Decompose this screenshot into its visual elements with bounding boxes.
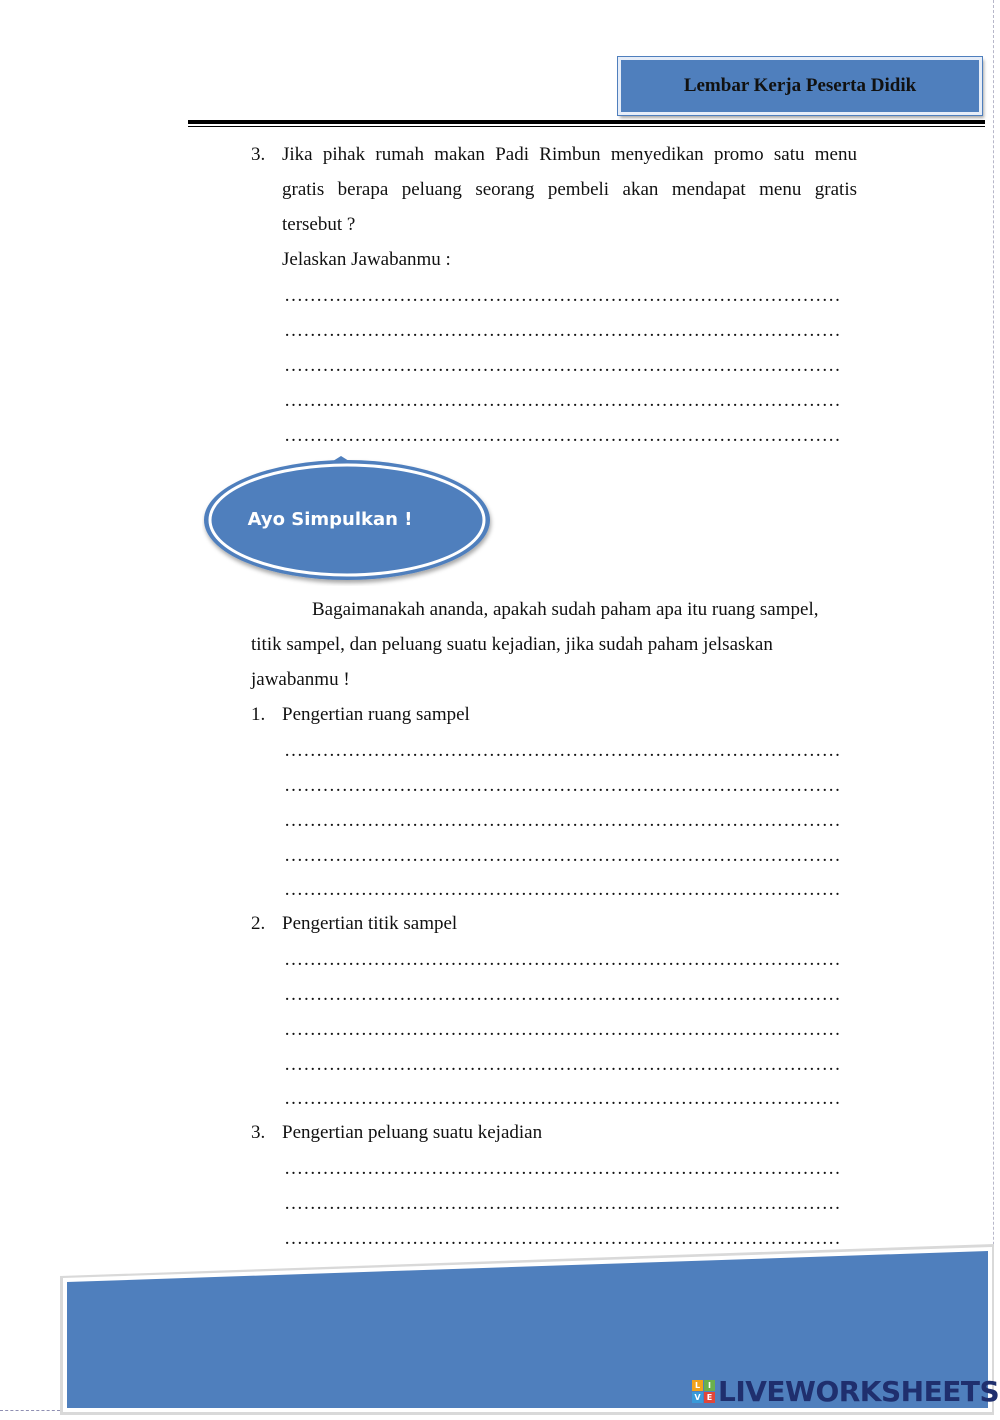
conclude-paragraph-line-3: jawabanmu !	[251, 669, 350, 690]
answer-line[interactable]: ……………………………………………………………………………	[284, 285, 841, 306]
conclude-label: Ayo Simpulkan !	[247, 508, 413, 530]
question-3-prompt: Jelaskan Jawabanmu :	[282, 249, 451, 270]
header-rule-thick	[188, 120, 985, 124]
item-3-number: 3.	[251, 1122, 266, 1143]
item-1-label: Pengertian ruang sampel	[282, 704, 470, 725]
question-3-number: 3.	[251, 144, 266, 165]
answer-line[interactable]: ……………………………………………………………………………	[284, 879, 841, 900]
question-3-line-3: tersebut ?	[282, 214, 356, 235]
item-1-number: 1.	[251, 704, 266, 725]
question-3-line-1: Jika pihak rumah makan Padi Rimbun menyedikan promo satu menu	[282, 144, 857, 165]
worksheet-header-badge	[618, 57, 982, 115]
answer-line[interactable]: ……………………………………………………………………………	[284, 390, 841, 411]
question-3-line-2: gratis berapa peluang seorang pembeli akan mendapat menu gratis	[282, 179, 857, 200]
answer-line[interactable]: ……………………………………………………………………………	[284, 949, 841, 970]
header-rule-thin	[188, 126, 985, 127]
answer-line[interactable]: ……………………………………………………………………………	[284, 845, 841, 866]
conclude-paragraph-line-2: titik sampel, dan peluang suatu kejadian, jika sudah paham jelsaskan	[251, 634, 773, 655]
conclude-paragraph-line-1: Bagaimanakah ananda, apakah sudah paham apa itu ruang sampel,	[312, 599, 819, 620]
answer-line[interactable]: ……………………………………………………………………………	[284, 810, 841, 831]
answer-line[interactable]: ……………………………………………………………………………	[284, 355, 841, 376]
answer-line[interactable]: ……………………………………………………………………………	[284, 1193, 841, 1214]
answer-line[interactable]: ……………………………………………………………………………	[284, 984, 841, 1005]
conclude-ellipse-badge	[202, 456, 496, 586]
logo-wordmark: LIVEWORKSHEETS	[718, 1374, 1000, 1408]
answer-line[interactable]: ……………………………………………………………………………	[284, 1054, 841, 1075]
answer-line[interactable]: ……………………………………………………………………………	[284, 1019, 841, 1040]
answer-line[interactable]: ……………………………………………………………………………	[284, 1228, 841, 1249]
answer-line[interactable]: ……………………………………………………………………………	[284, 425, 841, 446]
answer-line[interactable]: ……………………………………………………………………………	[284, 775, 841, 796]
answer-line[interactable]: ……………………………………………………………………………	[284, 740, 841, 761]
answer-line[interactable]: ……………………………………………………………………………	[284, 320, 841, 341]
item-2-label: Pengertian titik sampel	[282, 913, 458, 934]
liveworksheets-logo	[692, 1374, 999, 1408]
answer-line[interactable]: ……………………………………………………………………………	[284, 1088, 841, 1109]
item-3-label: Pengertian peluang suatu kejadian	[282, 1122, 543, 1143]
logo-grid-icon: L I V E	[692, 1380, 715, 1403]
item-2-number: 2.	[251, 913, 266, 934]
page-edge-dashed-line	[993, 0, 994, 1405]
worksheet-header-title: Lembar Kerja Peserta Didik	[683, 75, 917, 96]
answer-line[interactable]: ……………………………………………………………………………	[284, 1158, 841, 1179]
